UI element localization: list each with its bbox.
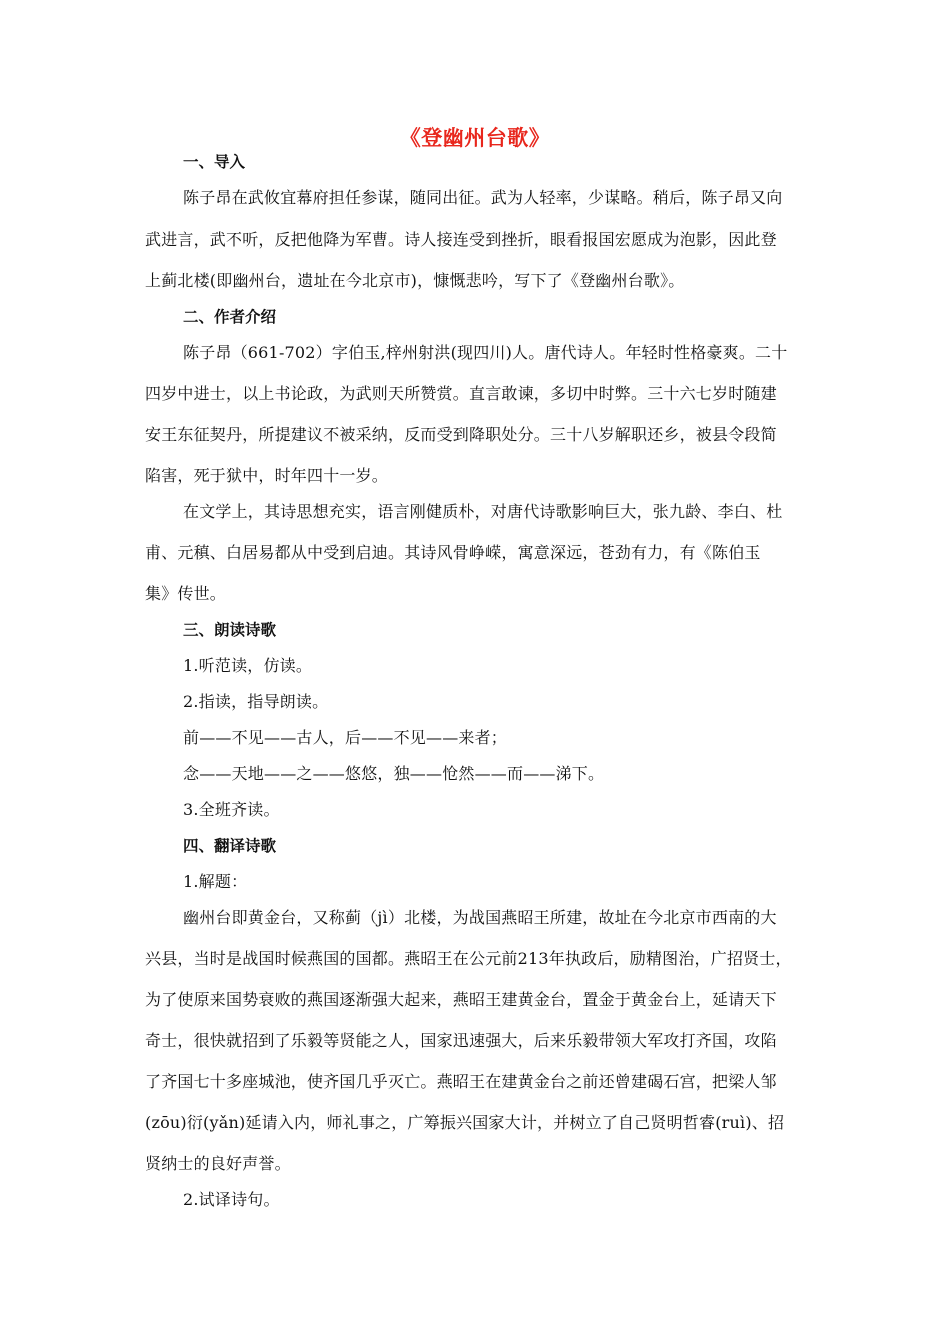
translate-para-line-3: 为了使原来国势衰败的燕国逐渐强大起来，燕昭王建黄金台，置金于黄金台上，延请天下 [145, 990, 777, 1009]
reading-line-2: 2.指读，指导朗读。 [183, 692, 329, 711]
section-heading-intro: 一、导入 [183, 153, 246, 171]
section-heading-author: 二、作者介绍 [183, 308, 277, 326]
translate-para-line-2: 兴县，当时是战国时候燕国的国都。燕昭王在公元前213年执政后，励精图治，广招贤士， [145, 949, 792, 968]
translate-para-line-6: (zōu)衍(yǎn)延请入内，师礼事之，广筹振兴国家大计，并树立了自己贤明哲睿(ruì)、招 [145, 1113, 785, 1132]
section-heading-reading: 三、朗读诗歌 [183, 621, 277, 639]
intro-line-3: 上蓟北楼(即幽州台，遗址在今北京市)，慷慨悲吟，写下了《登幽州台歌》。 [145, 271, 685, 290]
author-para2-line-3: 集》传世。 [145, 584, 227, 603]
translate-sub-2: 2.试译诗句。 [183, 1190, 280, 1209]
reading-line-1: 1.听范读，仿读。 [183, 656, 313, 675]
poem-line-1: 前——不见——古人，后——不见——来者； [183, 728, 508, 747]
translate-para-line-1: 幽州台即黄金台，又称蓟（jì）北楼，为战国燕昭王所建，故址在今北京市西南的大 [183, 908, 777, 927]
author-para1-line-3: 安王东征契丹，所提建议不被采纳，反而受到降职处分。三十八岁解职还乡，被县令段简 [145, 425, 777, 444]
author-para2-line-2: 甫、元稹、白居易都从中受到启迪。其诗风骨峥嵘，寓意深远，苍劲有力，有《陈伯玉 [145, 543, 761, 562]
intro-line-1: 陈子昂在武攸宜幕府担任参谋，随同出征。武为人轻率，少谋略。稍后，陈子昂又向 [183, 188, 783, 207]
translate-sub-1: 1.解题： [183, 872, 248, 891]
translate-para-line-7: 贤纳士的良好声誉。 [145, 1154, 291, 1173]
author-para1-line-2: 四岁中进士，以上书论政，为武则天所赞赏。直言敢谏，多切中时弊。三十六七岁时随建 [145, 384, 777, 403]
section-heading-translate: 四、翻译诗歌 [183, 837, 277, 855]
poem-line-2: 念——天地——之——悠悠，独——怆然——而——涕下。 [183, 764, 605, 783]
intro-line-2: 武进言，武不听，反把他降为军曹。诗人接连受到挫折，眼看报国宏愿成为泡影，因此登 [145, 230, 777, 249]
author-para2-line-1: 在文学上，其诗思想充实，语言刚健质朴，对唐代诗歌影响巨大，张九龄、李白、杜 [183, 502, 783, 521]
author-para1-line-1: 陈子昂（661-702）字伯玉,梓州射洪(现四川)人。唐代诗人。年轻时性格豪爽。二十 [183, 343, 788, 362]
author-para1-line-4: 陷害，死于狱中，时年四十一岁。 [145, 466, 389, 485]
reading-line-3: 3.全班齐读。 [183, 800, 280, 819]
translate-para-line-4: 奇士，很快就招到了乐毅等贤能之人，国家迅速强大，后来乐毅带领大军攻打齐国，攻陷 [145, 1031, 777, 1050]
document-title: 《登幽州台歌》 [399, 126, 551, 150]
translate-para-line-5: 了齐国七十多座城池，使齐国几乎灭亡。燕昭王在建黄金台之前还曾建碣石宫，把梁人邹 [145, 1072, 777, 1091]
